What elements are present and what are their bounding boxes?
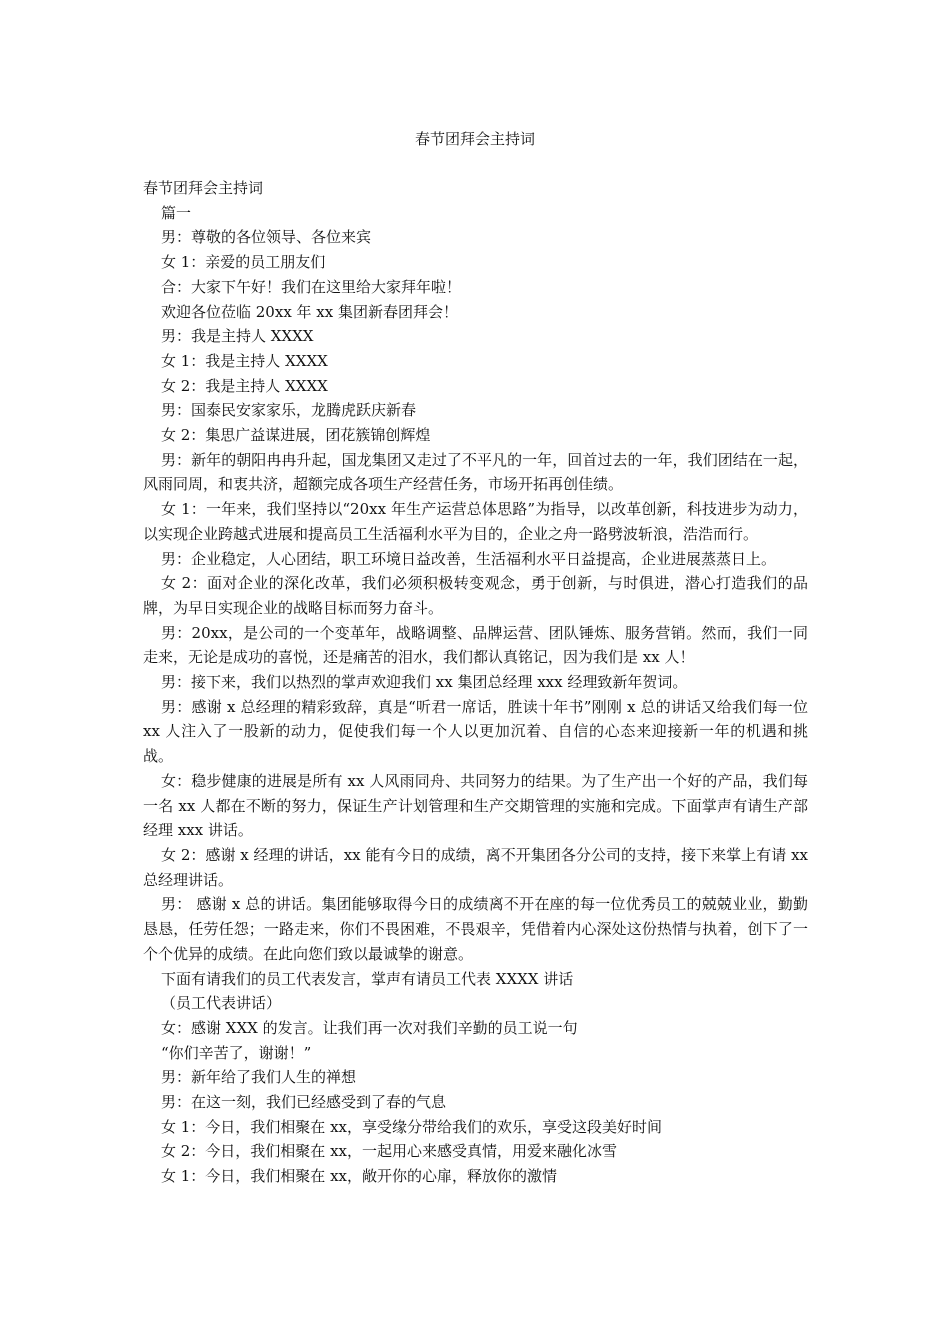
paragraph: 欢迎各位莅临 20xx 年 xx 集团新春团拜会！ <box>161 302 458 321</box>
paragraph: 男：感谢 x 总经理的精彩致辞，真是“听君一席话，胜读十年书”刚刚 x 总的讲话又给我们每一位 xx 人注入了一股新的动力，促使我们每一个人以更加沉着、自信的心态来迎接新一年的机遇和挑战。 <box>143 697 808 766</box>
paragraph: 女：感谢 XXX 的发言。让我们再一次对我们辛勤的员工说一句 <box>161 1018 578 1037</box>
paragraph: 女 2：感谢 x 经理的讲话，xx 能有今日的成绩，离不开集团各分公司的支持，接下来掌上有请 xx 总经理讲话。 <box>143 845 808 889</box>
paragraph: （员工代表讲话） <box>161 994 282 1013</box>
paragraph: 男：在这一刻，我们已经感受到了春的气息 <box>161 1093 447 1112</box>
paragraph: 女 1：今日，我们相聚在 xx，享受缘分带给我们的欢乐，享受这段美好时间 <box>161 1117 663 1136</box>
paragraph: 女 2：今日，我们相聚在 xx，一起用心来感受真情，用爱来融化冰雪 <box>161 1142 618 1161</box>
paragraph: 男：企业稳定，人心团结，职工环境日益改善，生活福利水平日益提高，企业进展蒸蒸日上。 <box>161 549 777 568</box>
paragraph: 篇一 <box>161 203 192 222</box>
paragraph: 女 1：一年来，我们坚持以“20xx 年生产运营总体思路”为指导，以改革创新，科技进步为动力，以实现企业跨越式进展和提高员工生活福利水平为目的，企业之舟一路劈波斩浪，浩浩而行。 <box>143 500 808 543</box>
paragraph: 男：尊敬的各位领导、各位来宾 <box>161 228 372 247</box>
paragraph: 男：20xx，是公司的一个变革年，战略调整、品牌运营、团队锤炼、服务营销。然而，我们一同走来，无论是成功的喜悦，还是痛苦的泪水，我们都认真铭记，因为我们是 xx 人！ <box>143 623 808 667</box>
paragraph: 男： 感谢 x 总的讲话。集团能够取得今日的成绩离不开在座的每一位优秀员工的兢兢业业，勤勤恳恳，任劳任怨；一路走来，你们不畏困难，不畏艰辛，凭借着内心深处这份热情与执着，创下了一个个优异的成绩。在此向您们致以最诚挚的谢意。 <box>143 895 808 963</box>
paragraph: 男：国泰民安家家乐，龙腾虎跃庆新春 <box>161 401 417 420</box>
page-title: 春节团拜会主持词 <box>414 130 535 148</box>
paragraph: 下面有请我们的员工代表发言，掌声有请员工代表 XXXX 讲话 <box>161 969 574 988</box>
paragraph: “你们辛苦了，谢谢！” <box>161 1043 312 1062</box>
paragraph: 女 2：面对企业的深化改革，我们必须积极转变观念，勇于创新，与时俱进，潜心打造我们的品牌，为早日实现企业的战略目标而努力奋斗。 <box>143 574 808 617</box>
paragraph: 合：大家下午好！我们在这里给大家拜年啦！ <box>161 277 462 296</box>
document-body <box>143 176 808 1189</box>
paragraph: 女 1：今日，我们相聚在 xx，敞开你的心扉，释放你的激情 <box>161 1167 558 1186</box>
paragraph: 女 2：集思广益谋进展，团花簇锦创辉煌 <box>161 426 431 445</box>
paragraph: 女 2：我是主持人 XXXX <box>161 376 328 395</box>
paragraph: 女 1：亲爱的员工朋友们 <box>161 253 326 272</box>
paragraph: 男：新年给了我们人生的禅想 <box>161 1068 357 1087</box>
paragraph: 女：稳步健康的进展是所有 xx 人风雨同舟、共同努力的结果。为了生产出一个好的产品，我们每一名 xx 人都在不断的努力，保证生产计划管理和生产交期管理的实施和完成。下面掌声有请生产部经理 xxx 讲话。 <box>143 771 808 840</box>
document-subtitle: 春节团拜会主持词 <box>143 179 264 197</box>
paragraph: 女 1：我是主持人 XXXX <box>161 351 328 370</box>
paragraph: 男：接下来，我们以热烈的掌声欢迎我们 xx 集团总经理 xxx 经理致新年贺词。 <box>161 673 688 692</box>
paragraph: 男：我是主持人 XXXX <box>161 327 314 346</box>
paragraph: 男：新年的朝阳冉冉升起，国龙集团又走过了不平凡的一年，回首过去的一年，我们团结在一起，风雨同周，和衷共济，超额完成各项生产经营任务，市场开拓再创佳绩。 <box>143 450 808 494</box>
